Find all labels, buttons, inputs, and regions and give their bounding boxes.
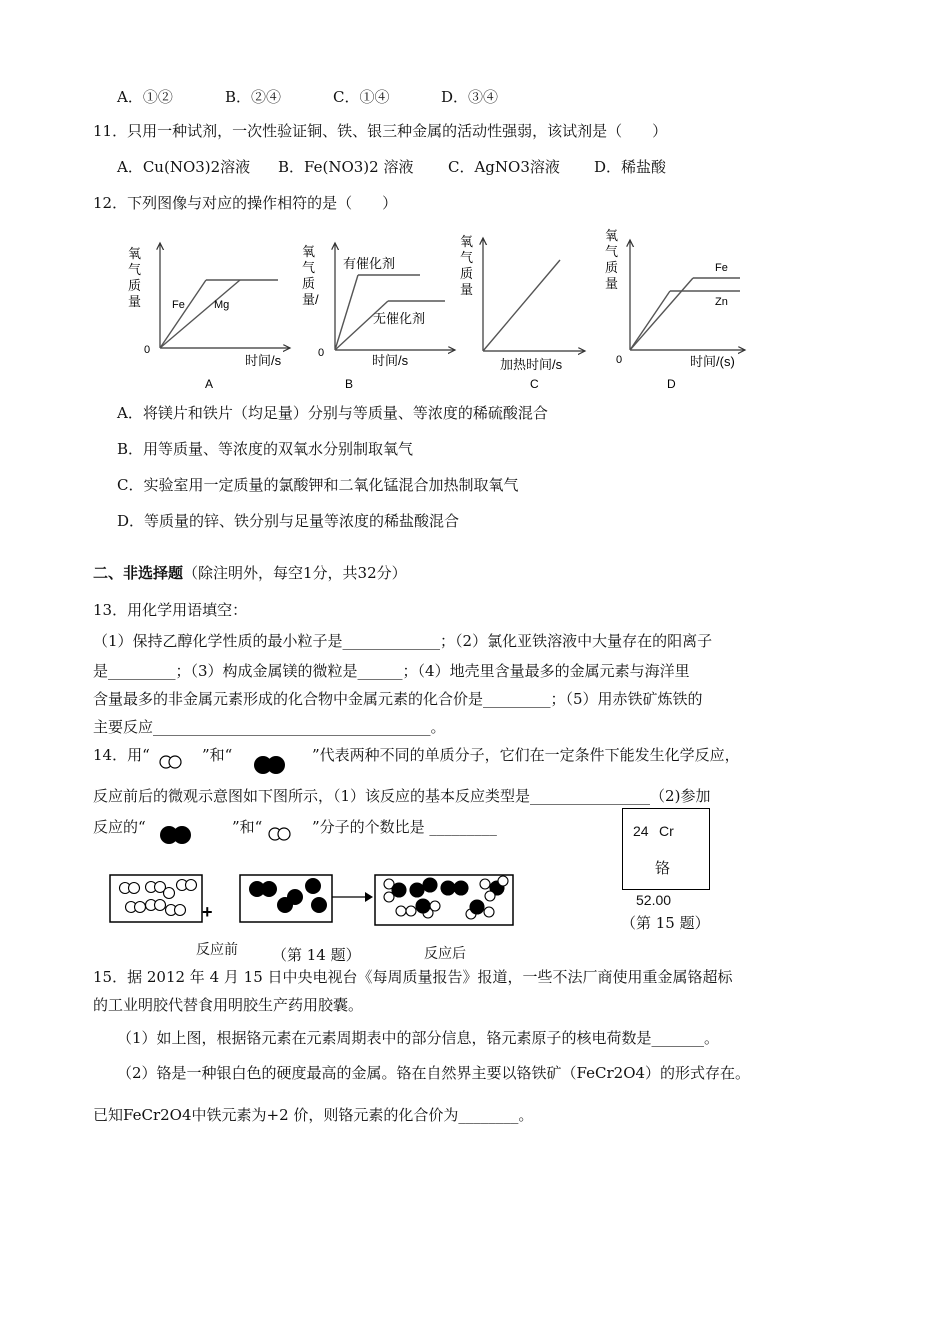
graph-a-origin: 0 xyxy=(144,344,151,356)
graph-d-ylabel-1: 氧 xyxy=(605,228,619,243)
q13-line-1: （1）保持乙醇化学性质的最小粒子是_____________；（2）氯化亚铁溶液中大量存在的阳离子 xyxy=(93,632,713,650)
q15-line-2: 的工业明胶代替食用明胶生产药用胶囊。 xyxy=(93,996,364,1014)
graph-a-line-mg: Mg xyxy=(214,299,230,311)
q15-figure-caption: （第 15 题） xyxy=(621,914,710,932)
graph-d-ylabel-4: 量 xyxy=(605,276,619,291)
graph-b-ylabel-3: 质 xyxy=(302,276,316,291)
graph-b-line-catalyst: 有催化剂 xyxy=(343,256,396,271)
graph-b-letter: B xyxy=(345,377,354,391)
q14-l1c: ”代表两种不同的单质分子，它们在一定条件下能发生化学反应， xyxy=(312,746,740,764)
graph-c-ylabel-3: 质 xyxy=(460,266,474,281)
q10-option-d: D．③④ xyxy=(441,88,499,106)
graph-a xyxy=(128,243,290,391)
q14-l3c: ”分子的个数比是 _________ xyxy=(312,818,497,836)
black-molecule-icon xyxy=(252,754,288,776)
element-mass: 52.00 xyxy=(636,892,672,908)
q11-stem: 11．只用一种试剂，一次性验证铜、铁、银三种金属的活动性强弱，该试剂是（ ） xyxy=(93,122,668,140)
graph-c-ylabel-2: 气 xyxy=(460,250,474,265)
graph-a-xlabel: 时间/s xyxy=(245,353,282,368)
q15-line-3: （1）如上图，根据铬元素在元素周期表中的部分信息，铬元素原子的核电荷数是_______。 xyxy=(117,1029,720,1047)
graph-c-xlabel: 加热时间/s xyxy=(500,357,563,372)
q12-stem: 12．下列图像与对应的操作相符的是（ ） xyxy=(93,194,398,212)
graph-a-ylabel-4: 量 xyxy=(128,294,142,309)
graph-c-ylabel-1: 氧 xyxy=(460,234,474,249)
graph-c-ylabel-4: 量 xyxy=(460,282,474,297)
q14-l3a: 反应的“ xyxy=(93,818,146,836)
q14-after-label: 反应后 xyxy=(424,945,466,961)
graph-c xyxy=(460,234,585,391)
black-molecule-icon-2 xyxy=(158,824,194,846)
graph-c-letter: C xyxy=(530,377,539,391)
graph-d-ylabel-3: 质 xyxy=(605,260,619,275)
graph-d-ylabel-2: 气 xyxy=(605,244,619,259)
q10-option-c: C．①④ xyxy=(333,88,390,106)
section-2-heading xyxy=(93,562,407,583)
section-2-note: （除注明外，每空1分，共32分） xyxy=(183,564,407,582)
q14-reaction-diagram xyxy=(105,870,525,940)
element-number: 24 xyxy=(633,823,649,839)
q13-line-2: 是_________；（3）构成金属镁的微粒是______；（4）地壳里含量最多的金属元素与海洋里 xyxy=(93,662,690,680)
q13-stem: 13．用化学用语填空： xyxy=(93,601,248,619)
q12-option-a: A．将镁片和铁片（均足量）分别与等质量、等浓度的稀硫酸混合 xyxy=(117,404,548,422)
q13-line-4: 主要反应_____________________________________。 xyxy=(93,718,446,736)
section-2-title: 二、非选择题 xyxy=(93,564,184,582)
graph-d-letter: D xyxy=(667,377,676,391)
graph-d-xlabel: 时间/(s) xyxy=(690,354,735,369)
q14-l1a: 14．用“ xyxy=(93,746,150,764)
graph-b xyxy=(302,243,455,391)
q13-line-3: 含量最多的非金属元素形成的化合物中金属元素的化合价是_________；（5）用赤铁矿炼铁的 xyxy=(93,690,703,708)
graph-b-ylabel-2: 气 xyxy=(302,260,316,275)
q12-option-d: D．等质量的锌、铁分别与足量等浓度的稀盐酸混合 xyxy=(117,512,460,530)
element-name: 铬 xyxy=(655,859,671,877)
graph-a-letter: A xyxy=(205,377,214,391)
graph-d xyxy=(605,228,745,391)
q10-option-a: A．①② xyxy=(117,88,173,106)
q14-l3b: ”和“ xyxy=(232,818,263,836)
q11-option-d: D．稀盐酸 xyxy=(594,158,667,176)
q15-line-1: 15．据 2012 年 4 月 15 日中央电视台《每周质量报告》报道，一些不法厂商使用重金属铬超标 xyxy=(93,968,733,986)
graph-a-line-fe: Fe xyxy=(172,299,185,311)
q14-plus: + xyxy=(202,902,213,922)
graph-b-xlabel: 时间/s xyxy=(372,353,409,368)
q11-option-c: C．AgNO3溶液 xyxy=(448,158,560,176)
q12-graphs xyxy=(110,218,760,398)
q15-line-4: （2）铬是一种银白色的硬度最高的金属。铬在自然界主要以铬铁矿（FeCr2O4）的形式存在。 xyxy=(117,1064,751,1082)
white-molecule-icon-2 xyxy=(267,826,293,842)
graph-b-ylabel-1: 氧 xyxy=(302,244,316,259)
q10-option-b: B．②④ xyxy=(225,88,282,106)
graph-b-origin: 0 xyxy=(318,347,325,359)
q11-option-b: B．Fe(NO3)2 溶液 xyxy=(278,158,414,176)
element-card xyxy=(622,808,710,890)
graph-a-ylabel-3: 质 xyxy=(128,278,142,293)
q15-line-5: 已知FeCr2O4中铁元素为+2 价，则铬元素的化合价为________。 xyxy=(93,1106,534,1124)
element-symbol: Cr xyxy=(659,823,674,839)
graph-a-ylabel-2: 气 xyxy=(128,262,142,277)
graph-d-line-fe: Fe xyxy=(715,262,728,274)
graph-b-ylabel-4: 量/ xyxy=(302,292,319,307)
q12-option-b: B．用等质量、等浓度的双氧水分别制取氧气 xyxy=(117,440,414,458)
q14-l1b: ”和“ xyxy=(202,746,233,764)
graph-d-line-zn: Zn xyxy=(715,296,728,308)
q14-figure-caption: （第 14 题） xyxy=(272,946,361,964)
q14-l2: 反应前后的微观示意图如下图所示，（1）该反应的基本反应类型是________________（2)参加 xyxy=(93,787,711,805)
white-molecule-icon xyxy=(158,754,184,770)
q14-before-label: 反应前 xyxy=(196,941,238,957)
q11-option-a: A．Cu(NO3)2溶液 xyxy=(117,158,251,176)
graph-b-line-no-catalyst: 无催化剂 xyxy=(373,311,426,326)
graph-a-ylabel-1: 氧 xyxy=(128,246,142,261)
graph-d-origin: 0 xyxy=(616,354,623,366)
q12-option-c: C．实验室用一定质量的氯酸钾和二氧化锰混合加热制取氧气 xyxy=(117,476,519,494)
